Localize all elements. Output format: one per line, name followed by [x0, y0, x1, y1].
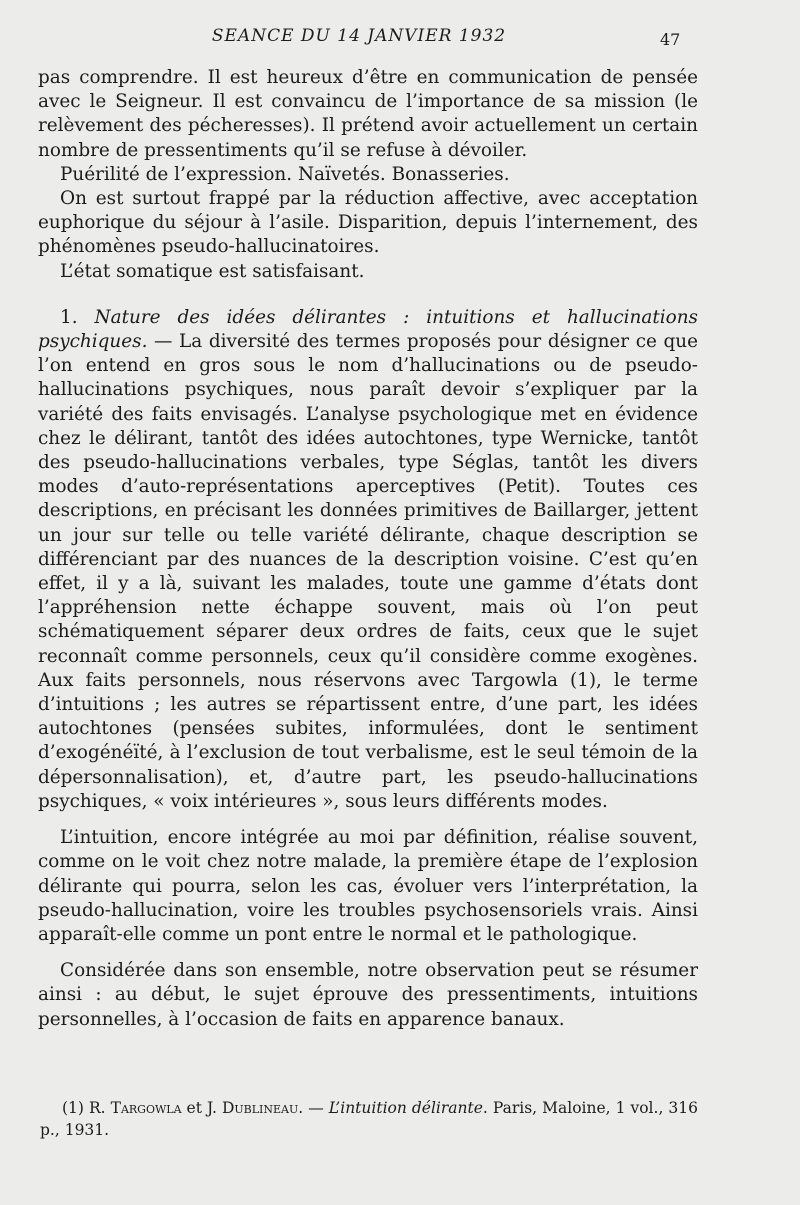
footnote-text: . Paris, Maloine, 1 vol., 316 p., 1931.: [40, 1099, 698, 1139]
paragraph: On est surtout frappé par la réduction affective, avec acceptation euphorique du séjour à l’asile. Disparition, depuis l’internement, des phénomènes pseudo-hallucinatoires.: [38, 188, 698, 258]
paragraph: pas comprendre. Il est heureux d’être en communication de pensée avec le Seigneur. Il est convaincu de l’importance de sa mission (le relèvement des pécheresses). Il prétend avoir actuellement un certain nombre de pressentiments qu’il se refuse à dévoiler.: [38, 67, 698, 161]
paragraph: Considérée dans son ensemble, notre observation peut se résumer ainsi : au début, le sujet éprouve des pressentiments, intuitions personnelles, à l’occasion de faits en apparence banaux.: [38, 960, 698, 1030]
page-header: [0, 24, 800, 54]
body-text: [38, 66, 698, 1032]
footnote-author: R. Targowla: [88, 1099, 182, 1117]
section-body: — La diversité des termes proposés pour désigner ce que l’on entend en gros sous le nom d’hallucinations ou de pseudo-hallucinations psychiques, nous paraît devoir s’expliquer par la variété des faits envisagés. L’analyse psychologique met en évidence chez le délirant, tantôt des idées autochtones, type Wernicke, tantôt des pseudo-hallucinations verbales, type Séglas, tantôt les divers modes d’auto-représentations aperceptives (Petit). Toutes ces descriptions, en précisant les données primitives de Baillarger, jettent un jour sur telle ou telle variété délirante, chaque description se différenciant par des nuances de la description voisine. C’est qu’en effet, il y a là, suivant les malades, toute une gamme d’états dont l’appréhension nette échappe souvent, mais où l’on peut schématiquement séparer deux ordres de faits, ceux que le sujet reconnaît comme personnels, ceux qu’il considère comme exogènes. Aux faits personnels, nous réservons avec Targowla (1), le terme d’intuitions ; les autres se répartissent entre, d’une part, les idées autochtones (pensées subites, informulées, dont le sentiment d’exogénéïté, à l’exclusion de tout verbalisme, est le seul témoin de la dépersonnalisation), et, d’autre part, les pseudo-hallucinations psychiques, « voix intérieures », sous leurs différents modes.: [38, 331, 698, 812]
paragraph: Puérilité de l’expression. Naïvetés. Bonasseries.: [60, 163, 510, 185]
section-heading: Nature des idées délirantes : intuitions et hallucinations psychiques.: [38, 306, 698, 353]
paragraph: L’intuition, encore intégrée au moi par définition, réalise souvent, comme on le voit chez notre malade, la première étape de l’explosion délirante qui pourra, selon les cas, évoluer vers l’interprétation, la pseudo-hallucination, voire les troubles psychosensoriels vrais. Ainsi apparaît-elle comme un pont entre le normal et le pathologique.: [38, 827, 698, 945]
section-paragraph: [38, 306, 698, 814]
footnote-text: et: [181, 1099, 207, 1117]
page-number: 47: [660, 30, 681, 49]
paragraph: L’état somatique est satisfaisant.: [60, 260, 365, 282]
section-number: 1.: [60, 306, 95, 328]
footnote: [40, 1097, 698, 1141]
running-title: SEANCE DU 14 JANVIER 1932: [211, 26, 507, 46]
footnote-title: L’intuition délirante: [328, 1099, 483, 1117]
footnote-text: . —: [298, 1099, 329, 1117]
footnote-marker: (1): [62, 1099, 89, 1117]
footnote-author: J. Dublineau: [206, 1099, 299, 1117]
